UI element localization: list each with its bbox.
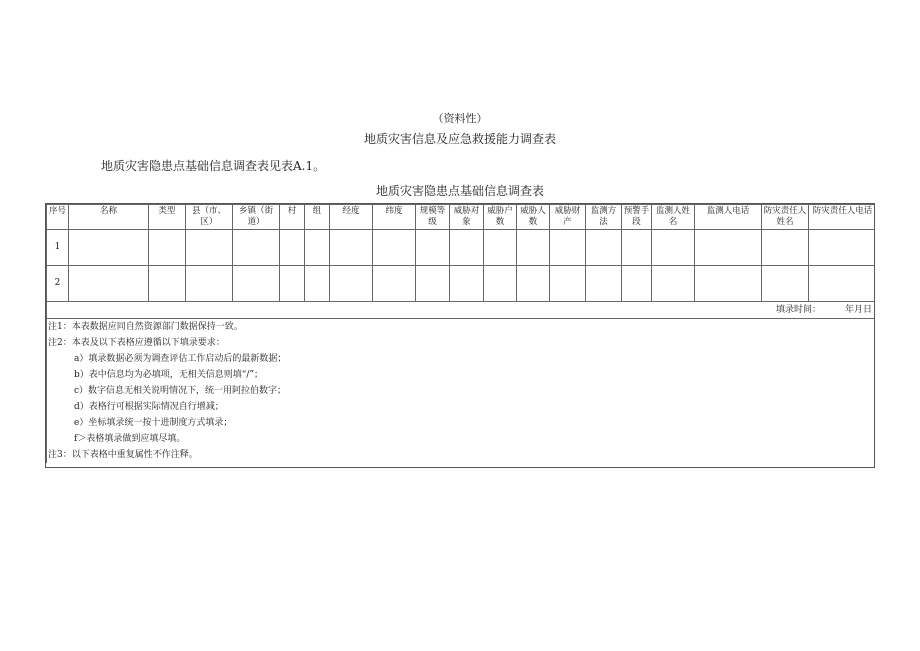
col-header: 威胁人数	[517, 205, 550, 230]
table-cell[interactable]	[762, 230, 809, 266]
table-cell[interactable]	[186, 266, 233, 302]
table-cell[interactable]	[373, 266, 416, 302]
col-header: 威胁财产	[550, 205, 586, 230]
col-header: 名称	[69, 205, 149, 230]
table-cell[interactable]	[280, 230, 305, 266]
note-row	[47, 431, 876, 447]
table-cell[interactable]	[517, 230, 550, 266]
table-cell[interactable]	[550, 266, 586, 302]
table-cell[interactable]	[450, 230, 484, 266]
col-header: 预警手段	[622, 205, 652, 230]
table-cell[interactable]	[305, 230, 330, 266]
table-cell[interactable]	[330, 230, 373, 266]
col-header: 序号	[47, 205, 69, 230]
note-item-b: b）表中信息均为必填项，无相关信息则填“/”；	[47, 367, 876, 383]
table-cell[interactable]	[652, 230, 695, 266]
col-header: 类型	[149, 205, 186, 230]
col-header: 村	[280, 205, 305, 230]
table-row	[47, 230, 876, 266]
fill-time-label: 填录时间：	[775, 304, 821, 315]
table-cell[interactable]	[695, 266, 762, 302]
note-item-e: e）坐标填录统一按十进制度方式填录；	[47, 415, 876, 431]
table-cell[interactable]	[416, 266, 450, 302]
table-cell[interactable]	[586, 230, 622, 266]
table-cell[interactable]	[149, 230, 186, 266]
col-header: 防灾责任人姓名	[762, 205, 809, 230]
table-cell[interactable]	[809, 266, 876, 302]
note-item-c: c）数字信息无相关说明情况下，统一用阿拉伯数字；	[47, 383, 876, 399]
note-row	[47, 367, 876, 383]
note-row	[47, 415, 876, 431]
note-row	[47, 319, 876, 336]
table-cell[interactable]	[305, 266, 330, 302]
appendix-title: 地质灾害信息及应急救援能力调查表	[363, 132, 556, 146]
table-title: 地质灾害隐患点基础信息调查表	[375, 184, 544, 198]
table-cell[interactable]	[69, 230, 149, 266]
table-cell[interactable]	[809, 230, 876, 266]
table-cell[interactable]	[233, 266, 280, 302]
fill-time-row	[47, 302, 876, 319]
table-cell[interactable]	[186, 230, 233, 266]
note-row	[47, 351, 876, 367]
appendix-label: （资料性）	[432, 112, 488, 125]
intro-paragraph: 地质灾害隐患点基础信息调查表见表A.1。	[101, 159, 326, 173]
table-cell[interactable]	[695, 230, 762, 266]
col-header: 纬度	[373, 205, 416, 230]
table-header-row	[47, 205, 876, 230]
col-header: 监测人电话	[695, 205, 762, 230]
col-header: 威胁户数	[484, 205, 517, 230]
table-cell[interactable]	[622, 230, 652, 266]
note-row	[47, 383, 876, 399]
table-row	[47, 266, 876, 302]
table-cell[interactable]	[586, 266, 622, 302]
note-row	[47, 335, 876, 351]
note-item-f: f＞表格填录做到应填尽填。	[47, 431, 876, 447]
note-3: 注3：以下表格中重复属性不作注释。	[47, 447, 876, 463]
note-row	[47, 399, 876, 415]
note-1: 注1：本表数据应同自然资源部门数据保持一致。	[47, 319, 876, 336]
note-row	[47, 447, 876, 463]
table-cell[interactable]	[550, 230, 586, 266]
table-cell[interactable]	[149, 266, 186, 302]
table-cell[interactable]	[484, 266, 517, 302]
table-cell[interactable]	[416, 230, 450, 266]
table-cell[interactable]	[233, 230, 280, 266]
col-header: 威胁对象	[450, 205, 484, 230]
col-header: 乡镇（街道）	[233, 205, 280, 230]
table-cell[interactable]	[484, 230, 517, 266]
survey-table-frame	[45, 203, 875, 468]
col-header: 县（市、区）	[186, 205, 233, 230]
col-header: 组	[305, 205, 330, 230]
note-item-a: a）填录数据必须为调查评估工作启动后的最新数据；	[47, 351, 876, 367]
table-cell[interactable]	[762, 266, 809, 302]
note-item-d: d）表格行可根据实际情况自行增减；	[47, 399, 876, 415]
col-header: 经度	[330, 205, 373, 230]
fill-time-cell	[47, 302, 876, 319]
fill-time-suffix: 年月日	[844, 304, 872, 315]
table-cell[interactable]	[280, 266, 305, 302]
col-header: 防灾责任人电话	[809, 205, 876, 230]
survey-table	[46, 204, 875, 463]
row-number: 2	[47, 266, 69, 302]
table-cell[interactable]	[450, 266, 484, 302]
table-cell[interactable]	[330, 266, 373, 302]
table-cell[interactable]	[622, 266, 652, 302]
table-cell[interactable]	[69, 266, 149, 302]
col-header: 监测方法	[586, 205, 622, 230]
col-header: 监测人姓名	[652, 205, 695, 230]
note-2: 注2：本表及以下表格应遵循以下填录要求：	[47, 335, 876, 351]
row-number: 1	[47, 230, 69, 266]
table-cell[interactable]	[517, 266, 550, 302]
table-cell[interactable]	[652, 266, 695, 302]
table-cell[interactable]	[373, 230, 416, 266]
col-header: 规模等级	[416, 205, 450, 230]
